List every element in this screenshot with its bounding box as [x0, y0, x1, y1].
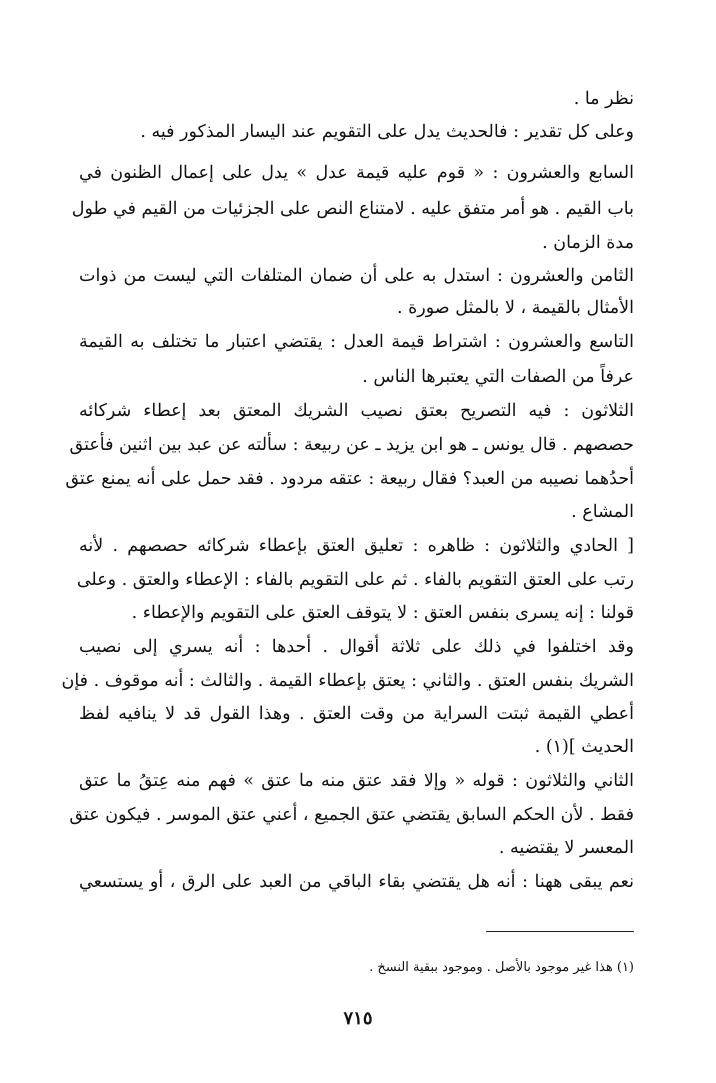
text-line: مدة الزمان . [542, 233, 634, 253]
text-line: وعلى كل تقدير : فالحديث يدل على التقويم عند اليسار المذكور فيه . [140, 122, 634, 142]
text-line: الثامن والعشرون : استدل به على أن ضمان المتلفات التي ليست من ذوات [79, 266, 634, 286]
text-line: الأمثال بالقيمة ، لا بالمثل صورة . [397, 298, 634, 318]
text-line: وقد اختلفوا في ذلك على ثلاثة أقوال . أحدها : أنه يسري إلى نصيب [79, 637, 634, 657]
text-line: [ الحادي والثلاثون : ظاهره : تعليق العتق بإعطاء شركائه حصصهم . لأنه [79, 536, 634, 556]
page-number: ٧١٥ [343, 1008, 373, 1029]
text-line: حصصهم . قال يونس ـ هو ابن يزيد ـ عن ربيعة : سألته عن عبد بين اثنين فأعتق [69, 435, 634, 455]
footnote: (١) هذا غير موجود بالأصل . وموجود ببقية النسخ . [369, 960, 634, 975]
text-line: التاسع والعشرون : اشتراط قيمة العدل : يقتضي اعتبار ما تختلف به القيمة [79, 332, 634, 352]
text-line: أعطي القيمة ثبتت السراية من وقت العتق . وهذا القول قد لا ينافيه لفظ [79, 704, 634, 724]
text-line: فقط . لأن الحكم السابق يقتضي عتق الجميع ، أعني عتق الموسر . فيكون عتق [69, 805, 634, 825]
text-line: باب القيم . هو أمر متفق عليه . لامتناع النص على الجزئيات من القيم في طول [71, 199, 634, 219]
text-line: نظر ما . [573, 89, 634, 109]
text-line: السابع والعشرون : « قوم عليه قيمة عدل » يدل على إعمال الظنون في [79, 163, 634, 183]
text-line: الحديث ](١) . [534, 737, 634, 757]
text-line: المعسر لا يقتضيه . [498, 838, 634, 858]
text-line: المشاع . [571, 502, 634, 522]
text-line: عرفاً من الصفات التي يعتبرها الناس . [362, 367, 634, 387]
text-line: رتب على العتق التقويم بالفاء . ثم على التقويم بالفاء : الإعطاء والعتق . وعلى [76, 570, 634, 590]
text-line: الشريك بنفس العتق . والثاني : يعتق بإعطاء القيمة . والثالث : أنه موقوف . فإن [61, 671, 634, 691]
text-line: الثلاثون : فيه التصريح بعتق نصيب الشريك المعتق بعد إعطاء شركائه [79, 401, 634, 421]
text-line: أحدُهما نصيبه من العبد؟ فقال ربيعة : عتقه مردود . فقد حمل على أنه يمنع عتق [65, 469, 634, 489]
text-line: قولنا : إنه يسرى بنفس العتق : لا يتوقف العتق على التقويم والإعطاء . [131, 603, 634, 623]
text-line: نعم يبقى ههنا : أنه هل يقتضي بقاء الباقي من العبد على الرق ، أو يستسعي [79, 872, 634, 892]
text-line: الثاني والثلاثون : قوله « وإلا فقد عتق منه ما عتق » فهم منه عِتقُ ما عتق [79, 771, 634, 791]
footnote-separator [486, 931, 634, 932]
